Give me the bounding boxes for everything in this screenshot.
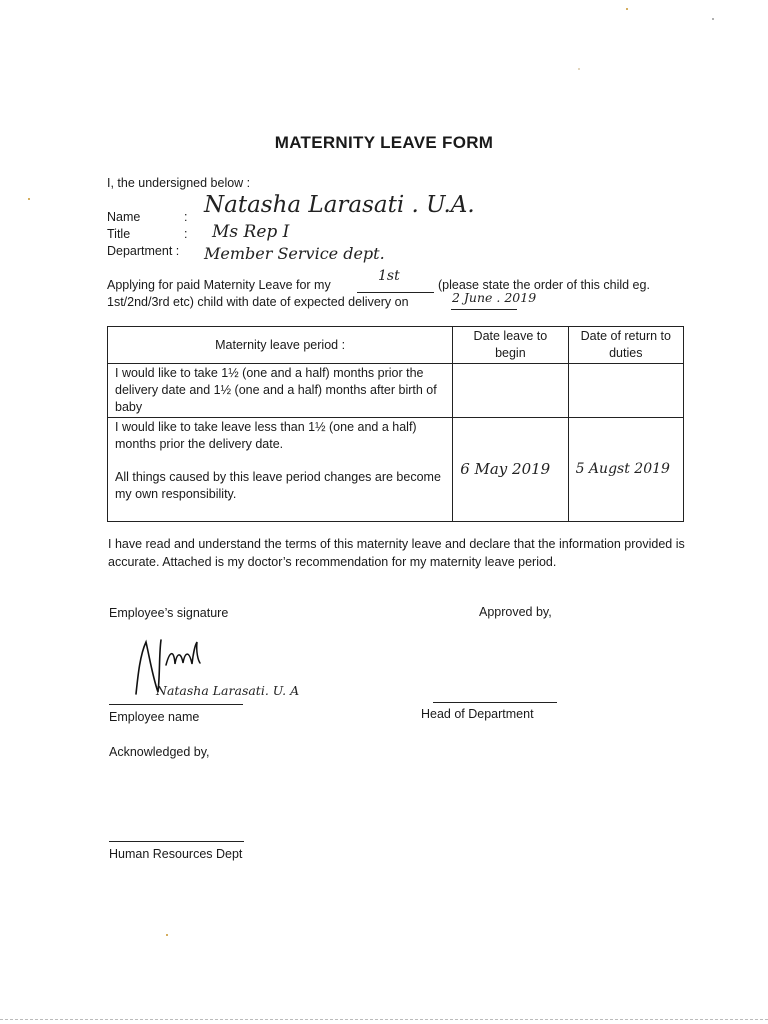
row1-text: I would like to take 1½ (one and a half) months prior the delivery date and 1½ (one and a half) months after birth of baby — [108, 364, 453, 418]
employee-name-label: Employee name — [109, 710, 200, 724]
row2-date-begin-handwritten: 6 May 2019 — [460, 459, 551, 478]
row1-date-begin — [453, 364, 568, 418]
form-title: MATERNITY LEAVE FORM — [274, 133, 494, 152]
approved-by-label: Approved by, — [479, 605, 552, 619]
table-row — [108, 418, 684, 522]
delivery-date-handwritten: 2 June . 2019 — [452, 290, 537, 305]
applying-text-part1: Applying for paid Maternity Leave for my — [107, 278, 331, 292]
employee-signature-line — [109, 704, 243, 705]
leave-period-table — [107, 326, 684, 522]
title-label: Title — [107, 227, 131, 241]
header-date-begin: Date leave to begin — [453, 327, 568, 364]
hr-signature-line — [109, 841, 244, 842]
acknowledged-by-label: Acknowledged by, — [109, 745, 210, 759]
row2-date-return — [568, 418, 683, 522]
scan-edge-line — [0, 1019, 768, 1020]
declaration-text: I have read and understand the terms of this maternity leave and declare that the information provided is accurate. Attached is my doctor’s recommendation for my maternity leave period. — [108, 537, 685, 569]
scan-speck — [28, 198, 30, 200]
header-period: Maternity leave period : — [108, 327, 453, 364]
hr-label: Human Resources Dept — [109, 847, 243, 861]
intro-text: I, the undersigned below : — [107, 176, 251, 190]
row2-cell — [108, 418, 453, 522]
row1-date-return — [568, 364, 683, 418]
row2-date-begin — [453, 418, 568, 522]
scan-speck — [626, 8, 628, 10]
child-order-underline — [357, 292, 434, 293]
row2-date-return-handwritten: 5 Augst 2019 — [575, 461, 670, 477]
applying-text-part2: (please state the order of this child eg. — [438, 278, 650, 292]
child-order-handwritten: 1st — [378, 268, 400, 284]
row2-text: I would like to take leave less than 1½ (one and a half) months prior the delivery date. — [115, 420, 417, 451]
department-label: Department : — [107, 244, 180, 258]
scan-speck — [578, 68, 580, 70]
employee-signature-label: Employee’s signature — [109, 606, 229, 620]
name-value-handwritten: Natasha Larasati . U.A. — [204, 192, 475, 218]
name-label: Name — [107, 210, 141, 224]
header-date-return: Date of return to duties — [568, 327, 683, 364]
table-header-row — [108, 327, 684, 364]
head-of-department-signature-line — [433, 702, 557, 703]
department-value-handwritten: Member Service dept. — [204, 244, 385, 263]
row2-note: All things caused by this leave period changes are become my own responsibility. — [115, 470, 441, 501]
title-value-handwritten: Ms Rep I — [212, 222, 290, 242]
head-of-department-label: Head of Department — [421, 707, 534, 721]
scan-speck — [166, 934, 168, 936]
delivery-date-underline — [451, 309, 517, 310]
scan-speck — [712, 18, 714, 20]
applying-text-part3: 1st/2nd/3rd etc) child with date of expected delivery on — [107, 295, 409, 309]
name-colon: : — [184, 210, 188, 224]
table-row — [108, 364, 684, 418]
title-colon: : — [184, 227, 188, 241]
signed-name-handwritten: Natasha Larasati. U. A — [156, 683, 300, 698]
